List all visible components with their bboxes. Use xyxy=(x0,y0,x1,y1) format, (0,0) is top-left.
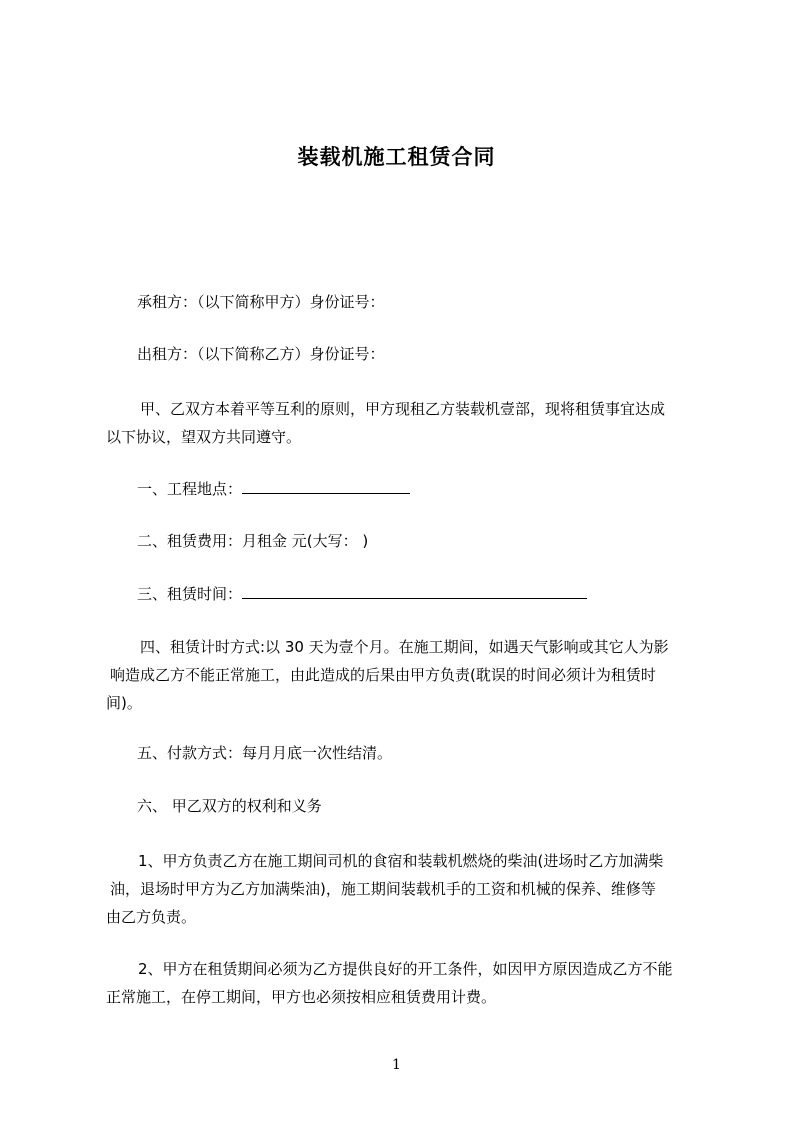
document-title: 装载机施工租赁合同 xyxy=(297,145,496,169)
item-1 xyxy=(106,847,706,931)
clause-billing-row: 响造成乙方不能正常施工，由此造成的后果由甲方负责(耽误的时间必须计为租赁时 xyxy=(110,666,656,684)
location-blank xyxy=(242,480,410,494)
clause-location-label: 一、工程地点： xyxy=(137,480,243,498)
clause-payment: 五、付款方式：每月月底一次性结清。 xyxy=(137,744,393,762)
item-1-row: 油，退场时甲方为乙方加满柴油)，施工期间装载机手的工资和机械的保养、维修等 xyxy=(110,880,656,898)
item-1-row: 1、甲方负责乙方在施工期间司机的食宿和装载机燃烧的柴油(进场时乙方加满柴 xyxy=(138,852,664,870)
clause-period-label: 三、租赁时间： xyxy=(137,585,243,603)
intro-paragraph xyxy=(106,395,706,451)
clause-billing-row: 四、租赁计时方式:以 30 天为壹个月。在施工期间，如遇天气影响或其它人为影 xyxy=(140,638,669,656)
clause-billing-row: 间)。 xyxy=(106,694,142,712)
clause-fee: 二、租赁费用：月租金 元(大写： ) xyxy=(137,532,369,550)
period-blank xyxy=(242,585,587,599)
lessor-line: 出租方：（以下简称乙方）身份证号： xyxy=(137,345,385,363)
clause-period xyxy=(137,585,587,603)
lessee-line: 承租方：（以下简称甲方）身份证号： xyxy=(137,293,385,311)
item-2-row: 正常施工，在停工期间，甲方也必须按相应租赁费用计费。 xyxy=(106,988,497,1006)
clause-billing xyxy=(106,633,706,717)
item-1-row: 由乙方负责。 xyxy=(106,908,197,926)
intro-row: 甲、乙双方本着平等互利的原则，甲方现租乙方装载机壹部，现将租赁事宜达成 xyxy=(140,400,666,418)
clause-rights: 六、 甲乙双方的权利和义务 xyxy=(137,797,322,815)
item-2 xyxy=(106,955,706,1011)
item-2-row: 2、甲方在租赁期间必须为乙方提供良好的开工条件，如因甲方原因造成乙方不能 xyxy=(138,960,673,978)
clause-location xyxy=(137,480,410,498)
intro-row: 以下协议，望双方共同遵守。 xyxy=(106,428,302,446)
page-number: 1 xyxy=(392,1057,401,1073)
